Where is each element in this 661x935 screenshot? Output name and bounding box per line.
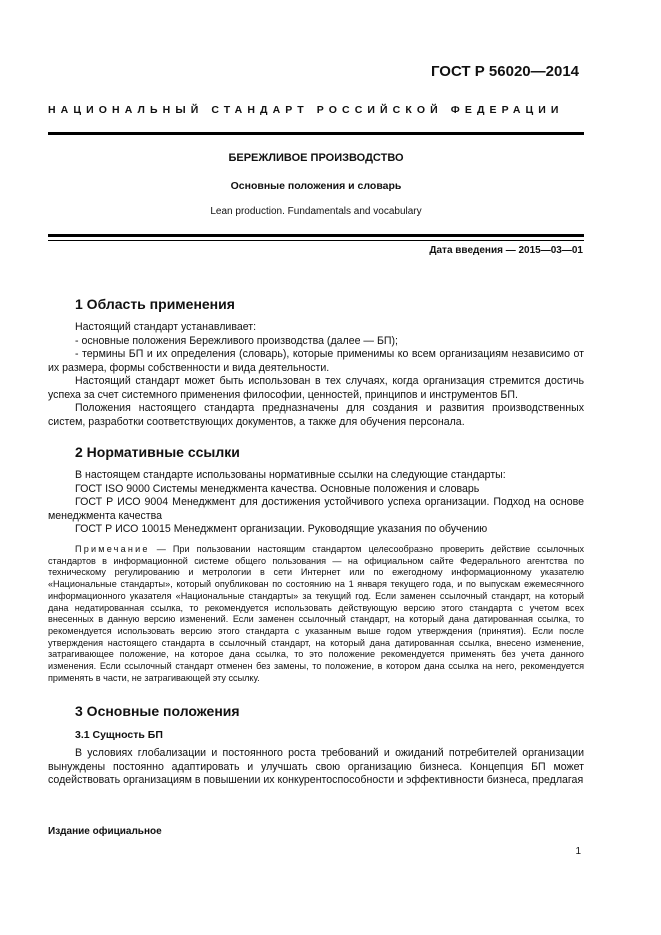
note-label: Примечание [75,544,150,554]
paragraph: В настоящем стандарте использованы нормативные ссылки на следующие стандарты: [75,469,506,481]
list-item: - основные положения Бережливого производства (далее — БП); [75,334,399,347]
note-text: — При пользовании настоящим стандартом целесообразно проверить действие ссылочных стандартов в информационной системе общего пользования — на официальном сайте Федерального агентства по техническому регулированию и метрологии в сети Интернет или по ежегодному информационному указателю «Национальные стандарты», который опубликован по состоянию на 1 января текущего года, и по выпускам ежемесячного информационного указателя «Национальные стандарты» за текущий год. Если заменен ссылочный стандарт, на который дана недатированная ссылка, то рекомендуется использовать действующую версию этого стандарта с учетом всех внесенных в данную версию изменений. Если заменен ссылочный стандарт, на который дана датированная ссылка, то рекомендуется использовать версию этого стандарта с указанным выше годом утверждения (принятия). Если после утверждения настоящего стандарта в ссылочный стандарт, на который дана датированная ссылка, внесено изменение, затрагивающее положение, на которое дана ссылка, то это положение рекомендуется применять без учета данного изменения. Если ссылочный стандарт отменен без замены, то положение, в котором дана ссылка на него, рекомендуется применять в части, не затрагивающей эту ссылку. [48,544,584,683]
paragraph: В условиях глобализации и постоянного роста требований и ожиданий потребителей организации вынуждены постоянно адаптировать и улучшать свою организацию бизнеса. Концепция БП может содействовать организациям в повышении их конкурентоспособности и эффективности бизнеса, предлагая [48,747,584,786]
page-number: 1 [575,846,581,857]
section-2-heading: 2 Нормативные ссылки [75,444,240,460]
title-rule-thick [48,234,584,237]
introduction-date: Дата введения — 2015—03—01 [429,245,583,256]
reference-item: ГОСТ Р ИСО 10015 Менеджмент организации. Руководящие указания по обучению [75,523,488,535]
list-item: - термины БП и их определения (словарь), которые применимы ко всем организациям независимо от их размера, формы собственности и вида деятельности. [48,348,584,374]
paragraph: Настоящий стандарт может быть использован в тех случаях, когда организация стремится достичь успеха за счет системного применения философии, ценностей, принципов и инструментов БП. [48,375,584,401]
document-subtitle: Основные положения и словарь [230,180,402,192]
section-3-body [48,747,584,788]
note-paragraph [48,544,584,684]
title-rule-thin [48,240,584,241]
section-1-heading: 1 Область применения [75,296,235,312]
section-2-body [48,469,584,537]
reference-item: ГОСТ Р ИСО 9004 Менеджмент для достижения устойчивого успеха организации. Подход на основе менеджмента качества [48,496,584,522]
document-title: БЕРЕЖЛИВОЕ ПРОИЗВОДСТВО [228,152,404,164]
paragraph: Положения настоящего стандарта предназначены для создания и развития производственных систем, разработки соответствующих документов, а также для обучения персонала. [48,402,584,428]
header-rule [48,132,584,135]
gost-number: ГОСТ Р 56020—2014 [430,63,579,80]
section-1-body [48,321,584,429]
section-3-heading: 3 Основные положения [75,703,240,719]
subsection-3-1-heading: 3.1 Сущность БП [75,729,163,741]
english-title: Lean production. Fundamentals and vocabulary [210,206,422,217]
paragraph: Настоящий стандарт устанавливает: [75,321,257,333]
national-standard-title: НАЦИОНАЛЬНЫЙ СТАНДАРТ РОССИЙСКОЙ ФЕДЕРАЦИИ [48,104,564,116]
reference-item: ГОСТ ISO 9000 Системы менеджмента качества. Основные положения и словарь [75,482,480,495]
official-edition-label: Издание официальное [48,826,162,837]
